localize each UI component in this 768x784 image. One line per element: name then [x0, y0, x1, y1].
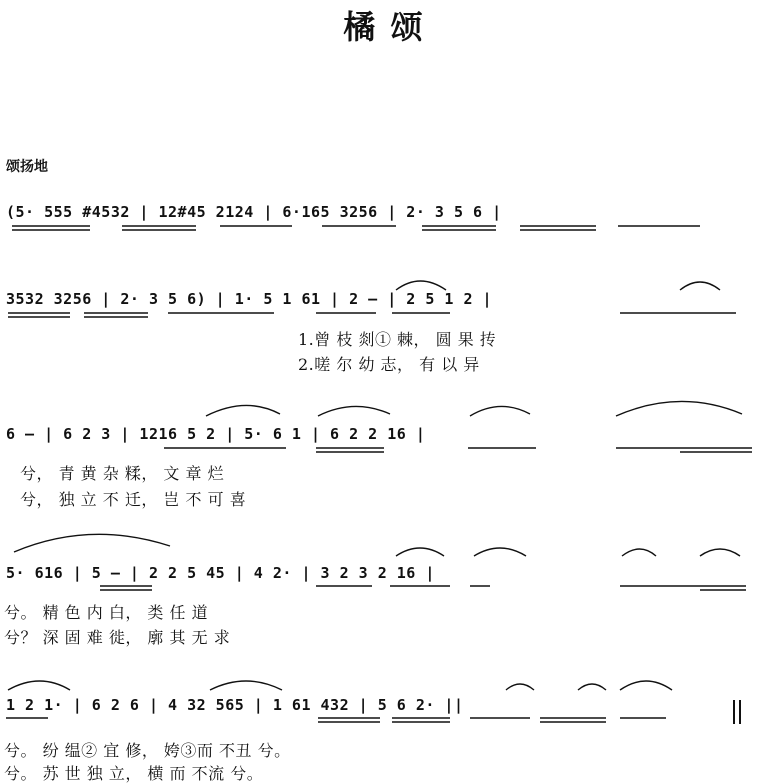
- notation-line: 5· 616 | 5 – | 2 2 5 45 | 4 2· | 3 2 3 2 16 |: [6, 564, 435, 582]
- notation-line: (5· 555 #4532 | 12#45 2124 | 6·165 3256 | 2· 3 5 6 |: [6, 203, 502, 221]
- lyric-verse-1: 兮。 纷 缊② 宜 修， 姱③而 不丑 兮。: [4, 741, 291, 760]
- lyric-verse-2: 2.嗟 尔 幼 志， 有 以 异: [298, 355, 480, 374]
- lyric-verse-2: 兮， 独 立 不 迁， 岂 不 可 喜: [20, 490, 247, 509]
- tempo-marking: 颂扬地: [6, 159, 48, 175]
- lyric-verse-1: 兮， 青 黄 杂 糅， 文 章 烂: [20, 464, 225, 483]
- page-title: 橘 颂: [343, 8, 425, 46]
- notation-line: 3532 3256 | 2· 3 5 6) | 1· 5 1 61 | 2 – | 2 5 1 2 |: [6, 290, 493, 308]
- lyric-verse-1: 1.曾 枝 剡① 棘， 圆 果 抟: [298, 330, 497, 349]
- lyric-verse-1: 兮。 精 色 内 白， 类 任 道: [4, 603, 209, 622]
- notation-line: 1 2 1· | 6 2 6 | 4 32 565 | 1 61 432 | 5 6 2· ||: [6, 696, 464, 714]
- notation-line: 6 – | 6 2 3 | 1216 5 2 | 5· 6 1 | 6 2 2 16 |: [6, 425, 426, 443]
- lyric-verse-2: 兮？ 深 固 难 徙， 廓 其 无 求: [4, 628, 231, 647]
- lyric-verse-2: 兮。 苏 世 独 立， 横 而 不流 兮。: [4, 764, 264, 783]
